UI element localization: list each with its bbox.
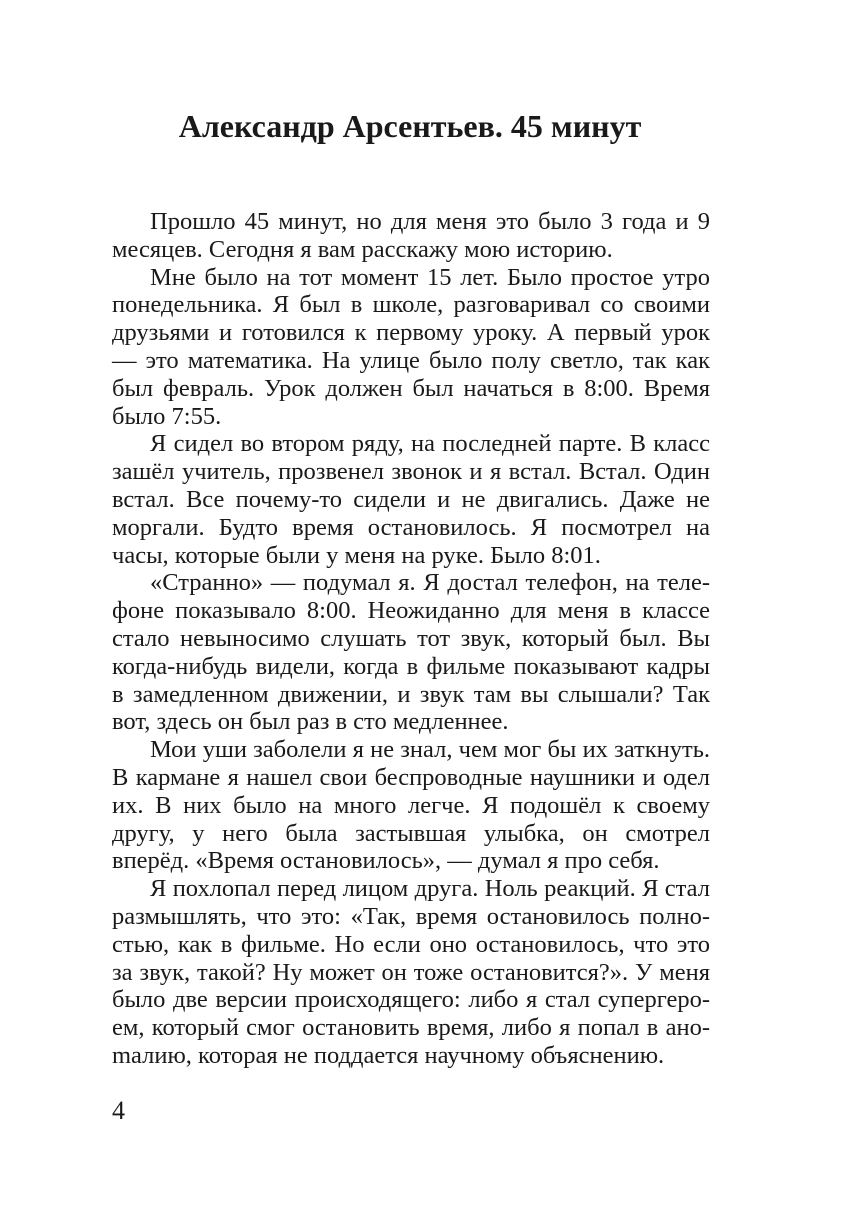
chapter-title: Александр Арсентьев. 45 минут	[178, 108, 642, 144]
paragraph-3: Я сидел во втором ряду, на последней парте. В класс зашёл учитель, прозвенел звонок и я встал. Встал. Один встал. Все почему-то сидели и не двигались. Даже не моргали. Будто время остановилось. Я посмотрел на часы, которые были у меня на руке. Было 8:01.	[112, 430, 710, 569]
paragraph-6: Я похлопал перед лицом друга. Ноль реакций. Я стал размышлять, что это: «Так, время остановилось полностью, как в фильме. Но если оно остановилось, что это за звук, такой? Ну может он тоже остановится?». У меня было две версии происходящего: либо я стал супергероем, который смог остановить время, либо я попал в аноmалию, которая не поддается научному объяснению.	[112, 875, 710, 1069]
paragraph-5: Мои уши заболели я не знал, чем мог бы их заткнуть. В кармане я нашел свои беспроводные наушники и одел их. В них было на много легче. Я подошёл к своему другу, у него была застывшая улыбка, он смотрел вперёд. «Время остановилось», — думал я про себя.	[112, 736, 710, 875]
page-number: 4	[112, 1096, 125, 1125]
paragraph-1: Прошло 45 минут, но для меня это было 3 года и 9 месяцев. Сегодня я вам расскажу мою историю.	[112, 208, 710, 263]
paragraph-2: Мне было на тот момент 15 лет. Было простое утро понедельника. Я был в школе, разговаривал со своими друзьями и готовился к первому уроку. А первый урок — это математика. На улице было полу светло, так как был февраль. Урок должен был начаться в 8:00. Время было 7:55.	[112, 263, 710, 430]
body-text	[112, 208, 710, 1070]
paragraph-4: «Странно» — подумал я. Я достал телефон, на телефоне показывало 8:00. Неожиданно для меня в классе стало невыносимо слушать тот звук, который был. Вы когда-нибудь видели, когда в фильме показывают кадры в замедленном движении, и звук там вы слышали? Так вот, здесь он был раз в сто медленнее.	[112, 569, 710, 736]
